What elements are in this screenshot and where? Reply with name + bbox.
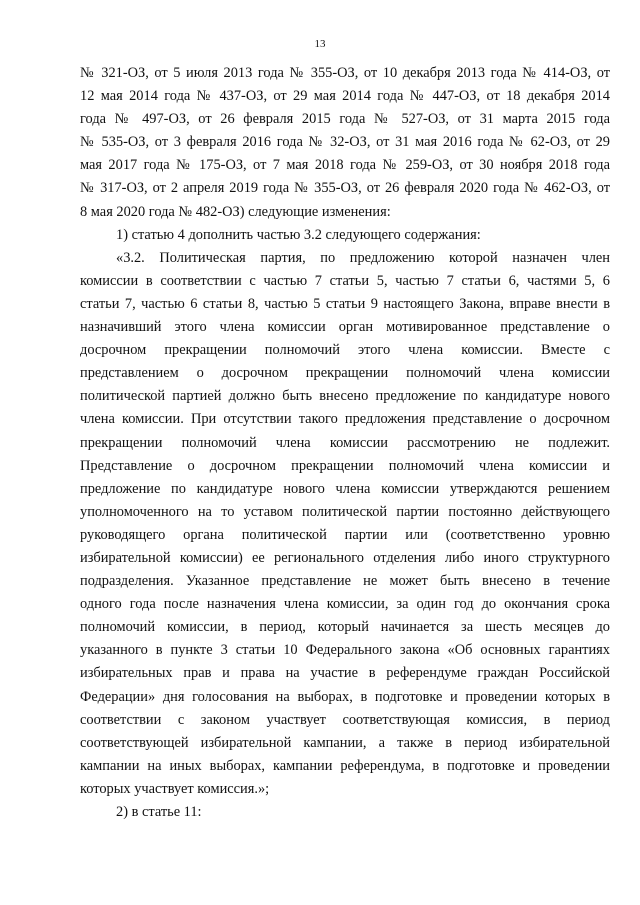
text-line: мая 2017 года № 175-ОЗ, от 7 мая 2018 года № 259-ОЗ, от 30 ноября 2018 года: [80, 157, 610, 174]
text-line: политической партией должно быть внесено предложение по кандидатуре нового: [80, 388, 610, 405]
text-line: № 321-ОЗ, от 5 июля 2013 года № 355-ОЗ, от 10 декабря 2013 года № 414-ОЗ, от: [80, 65, 610, 81]
text-line: 2) в статье 11:: [116, 804, 202, 820]
text-line: представлением о досрочном прекращении полномочий члена комиссии: [80, 365, 610, 382]
text-line: избирательных прав и права на участие в референдуме граждан Российской: [80, 665, 610, 682]
text-line: № 317-ОЗ, от 2 апреля 2019 года № 355-ОЗ, от 26 февраля 2020 года № 462-ОЗ, от: [80, 180, 610, 197]
text-line: руководящего органа политической партии или (соответственно уровню: [80, 526, 610, 543]
text-line: статьи 7, частью 6 статьи 8, частью 5 статьи 9 настоящего Закона, вправе внести в: [80, 295, 610, 312]
text-line: назначивший этого члена комиссии орган мотивированное представление о: [80, 319, 610, 336]
text-line: Представление о досрочном прекращении полномочий члена комиссии и: [80, 457, 610, 474]
document-body: [80, 62, 610, 824]
text-line: уполномоченного на то уставом политической партии постоянно действующего: [80, 503, 610, 520]
text-line: № 535-ОЗ, от 3 февраля 2016 года № 32-ОЗ, от 31 мая 2016 года № 62-ОЗ, от 29: [80, 134, 610, 151]
text-line: «3.2. Политическая партия, по предложению которой назначен член: [116, 249, 610, 266]
text-line: подразделения. Указанное представление не может быть внесено в течение: [80, 573, 610, 590]
text-line: 12 мая 2014 года № 437-ОЗ, от 29 мая 2014 года № 447-ОЗ, от 18 декабря 2014: [80, 88, 610, 105]
text-line: одного года после назначения члена комиссии, за один год до окончания срока: [80, 596, 610, 613]
text-line: года № 497-ОЗ, от 26 февраля 2015 года № 527-ОЗ, от 31 марта 2015 года: [80, 111, 610, 128]
text-line: прекращении полномочий члена комиссии рассмотрению не подлежит.: [80, 434, 610, 451]
text-line: соответствии с законом участвует соответствующая комиссия, в период: [80, 711, 610, 728]
text-line: кампании на иных выборах, кампании референдума, в подготовке и проведении: [80, 757, 610, 774]
text-line: указанного в пункте 3 статьи 10 Федерального закона «Об основных гарантиях: [80, 642, 610, 659]
text-line: члена комиссии. При отсутствии такого предложения представление о досрочном: [80, 411, 610, 428]
text-line: полномочий комиссии, в период, который начинается за шесть месяцев до: [80, 619, 610, 636]
text-line: Федерации» дня голосования на выборах, в подготовке и проведении которых в: [80, 688, 610, 705]
text-line: которых участвует комиссия.»;: [80, 780, 270, 797]
text-line: 1) статью 4 дополнить частью 3.2 следующего содержания:: [116, 226, 481, 243]
text-line: комиссии в соответствии с частью 7 статьи 5, частью 7 статьи 6, частями 5, 6: [80, 272, 610, 289]
text-line: соответствующей избирательной кампании, а также в период избирательной: [80, 734, 610, 751]
page-number: 13: [314, 38, 326, 50]
text-line: избирательной комиссии) ее регионального отделения либо иного структурного: [80, 549, 610, 566]
text-line: предложение по кандидатуре нового члена комиссии утверждаются решением: [80, 480, 610, 497]
text-line: 8 мая 2020 года № 482-ОЗ) следующие изменения:: [80, 203, 391, 220]
text-line: досрочном прекращении полномочий этого члена комиссии. Вместе с: [80, 342, 610, 359]
